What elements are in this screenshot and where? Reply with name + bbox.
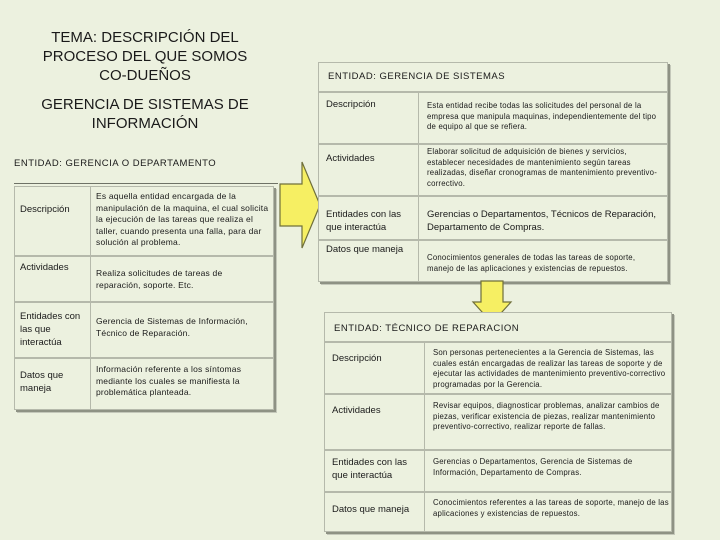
top-right-row-1-label-cell: [318, 92, 422, 144]
left-row-4-label-cell: [14, 358, 96, 410]
left-row-2-text: Realiza solicitudes de tareas de reparación, soporte. Etc.: [96, 268, 223, 290]
title-line-3: CO-DUEÑOS: [99, 67, 191, 84]
top-right-row-3-label: Entidades con las que interactúa: [326, 209, 401, 233]
bottom-right-row-1-label: Descripción: [332, 353, 382, 364]
top-right-row-4-text: Conocimientos generales de todas las tareas de soporte, manejo de las aplicaciones y existencias de repuestos.: [427, 253, 636, 273]
left-row-1-text: Es aquella entidad encargada de la manipulación de la maquina, el cual solicita la ejecución de las tareas que realiza el taller, cuando presenta una falla, para dar solución al problema.: [96, 191, 269, 247]
left-row-3-label-cell: [14, 302, 96, 358]
left-row-4-text: Información referente a los síntomas mediante los cuales se manifiesta la problemática planteada.: [96, 364, 242, 397]
top-right-row-2-text: Elaborar solicitud de adquisición de bienes y servicios, establecer necesidades de mantenimiento según tareas realizadas, diseñar cronogramas de mantenimiento preventivo-correctivo.: [427, 147, 657, 188]
left-row-1-text-cell: [90, 186, 274, 256]
bottom-right-row-2-text-cell: [424, 394, 672, 450]
bottom-right-row-4-text-cell: [424, 492, 672, 532]
left-row-1-label: Descripción: [20, 204, 70, 215]
top-right-row-1-text: Esta entidad recibe todas las solicitudes del personal de la empresa que manipula maquinas, independientemente del tipo de equipo al que se refiera.: [427, 101, 657, 131]
top-right-table-header: ENTIDAD: GERENCIA DE SISTEMAS: [328, 71, 506, 82]
bottom-right-row-2-label-cell: [324, 394, 428, 450]
top-right-row-2-label: Actividades: [326, 153, 375, 164]
subtitle-line-2: INFORMACIÓN: [91, 115, 199, 132]
left-row-4-text-cell: [90, 358, 274, 410]
left-table-header-rule: [14, 183, 278, 184]
bottom-right-row-3-text-cell: [424, 450, 672, 492]
bottom-right-row-1-text: Son personas pertenecientes a la Gerencia de Sistemas, las cuales están encargadas de realizar las tareas de soporte y de ejecutar las actividades de mantenimiento preventivo-correctivo programadas por la Gerencia.: [433, 348, 666, 389]
top-right-row-3-label-cell: [318, 196, 422, 240]
bottom-right-row-4-label-cell: [324, 492, 428, 532]
left-row-2-label-cell: [14, 256, 96, 302]
bottom-right-row-4-text: Conocimientos referentes a las tareas de soporte, manejo de las aplicaciones y existencias de repuestos.: [433, 498, 669, 518]
top-right-row-1-text-cell: [418, 92, 668, 144]
left-row-2-label: Actividades: [20, 262, 69, 273]
top-right-row-2-text-cell: [418, 144, 668, 196]
top-right-row-4-label-cell: [318, 240, 422, 282]
left-row-4-label: Datos que maneja: [20, 370, 64, 394]
top-right-table-header-cell: [318, 62, 668, 92]
right-arrow-icon: [278, 160, 322, 250]
left-row-2-text-cell: [90, 256, 274, 302]
top-right-row-4-label: Datos que maneja: [326, 244, 404, 255]
bottom-right-table-header: ENTIDAD: TÉCNICO DE REPARACION: [334, 323, 520, 334]
bottom-right-row-1-text-cell: [424, 342, 672, 394]
left-row-3-text-cell: [90, 302, 274, 358]
page-subtitle: [14, 95, 276, 133]
bottom-right-row-1-label-cell: [324, 342, 428, 394]
subtitle-line-1: GERENCIA DE SISTEMAS DE: [41, 96, 249, 113]
bottom-right-table-header-cell: [324, 312, 672, 342]
top-right-row-3-text: Gerencias o Departamentos, Técnicos de Reparación, Departamento de Compras.: [427, 209, 657, 233]
bottom-right-row-3-text: Gerencias o Departamentos, Gerencia de Sistemas de Información, Departamento de Compras.: [433, 457, 633, 477]
left-row-3-text: Gerencia de Sistemas de Información, Técnico de Reparación.: [96, 316, 248, 338]
bottom-right-row-2-label: Actividades: [332, 405, 381, 416]
left-row-3-label: Entidades con las que interactúa: [20, 311, 81, 348]
bottom-right-row-3-label: Entidades con las que interactúa: [332, 457, 407, 481]
bottom-right-row-2-text: Revisar equipos, diagnosticar problemas, analizar cambios de piezas, verificar existencia de piezas, realizar mantenimiento preventivo-correctivo, realizar reporte de fallas.: [433, 401, 660, 431]
top-right-row-2-label-cell: [318, 144, 422, 196]
title-line-1: TEMA: DESCRIPCIÓN DEL: [51, 29, 239, 46]
top-right-row-3-text-cell: [418, 196, 668, 240]
left-row-1-label-cell: [14, 186, 96, 256]
bottom-right-row-3-label-cell: [324, 450, 428, 492]
title-line-2: PROCESO DEL QUE SOMOS: [42, 48, 248, 65]
left-table-header: ENTIDAD: GERENCIA O DEPARTAMENTO: [14, 158, 217, 169]
bottom-right-row-4-label: Datos que maneja: [332, 504, 410, 515]
page-title: [14, 28, 276, 85]
top-right-row-4-text-cell: [418, 240, 668, 282]
top-right-row-1-label: Descripción: [326, 99, 376, 110]
